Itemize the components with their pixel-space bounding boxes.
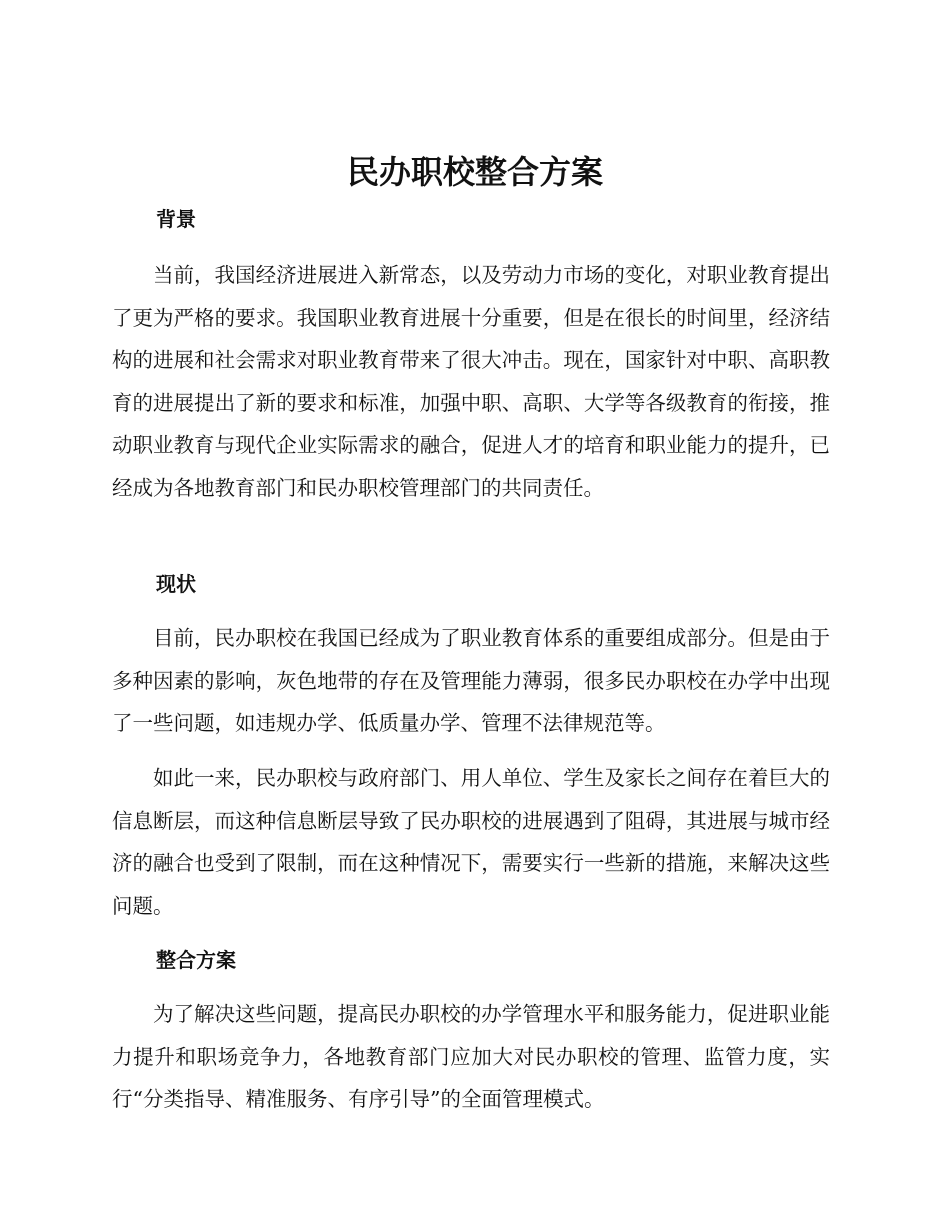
paragraph-plan: 为了解决这些问题，提高民办职校的办学管理水平和服务能力，促进职业能力提升和职场竞争力，各地教育部门应加大对民办职校的管理、监管力度，实行“分类指导、精准服务、有序引导”的全面管理模式。 [112,1002,830,1111]
paragraph-background: 当前，我国经济进展进入新常态，以及劳动力市场的变化，对职业教育提出了更为严格的要求。我国职业教育进展十分重要，但是在很长的时间里，经济结构的进展和社会需求对职业教育带来了很大冲击。现在，国家针对中职、高职教育的进展提出了新的要求和标准，加强中职、高职、大学等各级教育的衔接，推动职业教育与现代企业实际需求的融合，促进人才的培育和职业能力的提升，已经成为各地教育部门和民办职校管理部门的共同责任。 [112,263,830,500]
paragraph-status-1: 目前，民办职校在我国已经成为了职业教育体系的重要组成部分。但是由于多种因素的影响，灰色地带的存在及管理能力薄弱，很多民办职校在办学中出现了一些问题，如违规办学、低质量办学、管理不法律规范等。 [112,626,830,735]
document-title: 民办职校整合方案 [346,153,603,191]
section-heading-plan: 整合方案 [156,948,236,972]
section-heading-status: 现状 [156,572,196,596]
section-heading-background: 背景 [156,207,196,231]
paragraph-status-2: 如此一来，民办职校与政府部门、用人单位、学生及家长之间存在着巨大的信息断层，而这种信息断层导致了民办职校的进展遇到了阻碍，其进展与城市经济的融合也受到了限制，而在这种情况下，需要实行一些新的措施，来解决这些问题。 [112,766,830,918]
